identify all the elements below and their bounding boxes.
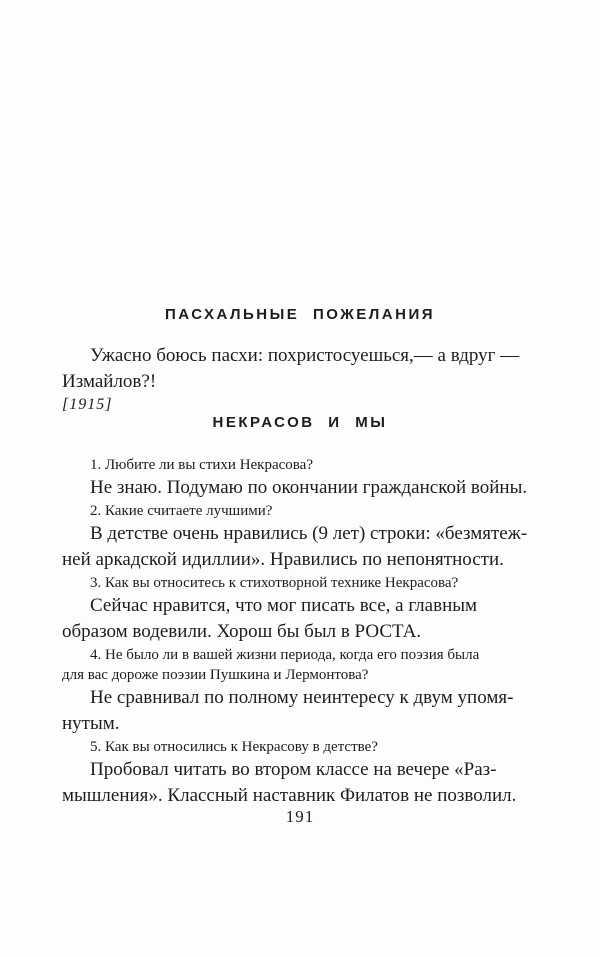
question-line: 2. Какие считаете лучшими? [90,503,273,519]
paragraph-line: Ужасно боюсь пасхи: похристосуешься,— а вдруг — [90,345,520,366]
question-line: 1. Любите ли вы стихи Некрасова? [90,457,313,473]
answer-line: мышления». Классный наставник Филатов не позволил. [62,785,517,806]
question-line: 5. Как вы относились к Некрасову в детстве? [90,739,378,755]
answer-line: Пробовал читать во втором классе на вечере «Раз- [90,759,497,780]
text-block [62,0,538,827]
date-note: [1915] [62,396,113,413]
section-title-easter-wishes: ПАСХАЛЬНЫЕ ПОЖЕЛАНИЯ [164,306,436,323]
answer-line: В детстве очень нравились (9 лет) строки: «безмятеж- [90,523,528,544]
question-line: 4. Не было ли в вашей жизни периода, когда его поэзия была [90,647,480,663]
answer-line: Не знаю. Подумаю по окончании гражданской войны. [90,477,528,498]
question-line: 3. Как вы относитесь к стихотворной технике Некрасова? [90,575,459,591]
answer-line: Не сравнивал по полному неинтересу к двум упомя- [90,687,514,708]
page-number: 191 [285,807,315,826]
paragraph-line: Измайлов?! [62,371,157,392]
answer-line: образом водевили. Хорош бы был в РОСТА. [62,621,422,642]
question-line: для вас дороже поэзии Пушкина и Лермонтова? [62,667,369,683]
answer-line: Сейчас нравится, что мог писать все, а главным [90,595,478,616]
answer-line: нутым. [62,713,120,734]
section-title-nekrasov: НЕКРАСОВ И МЫ [212,414,388,431]
answer-line: ней аркадской идиллии». Нравились по непонятности. [62,549,504,570]
